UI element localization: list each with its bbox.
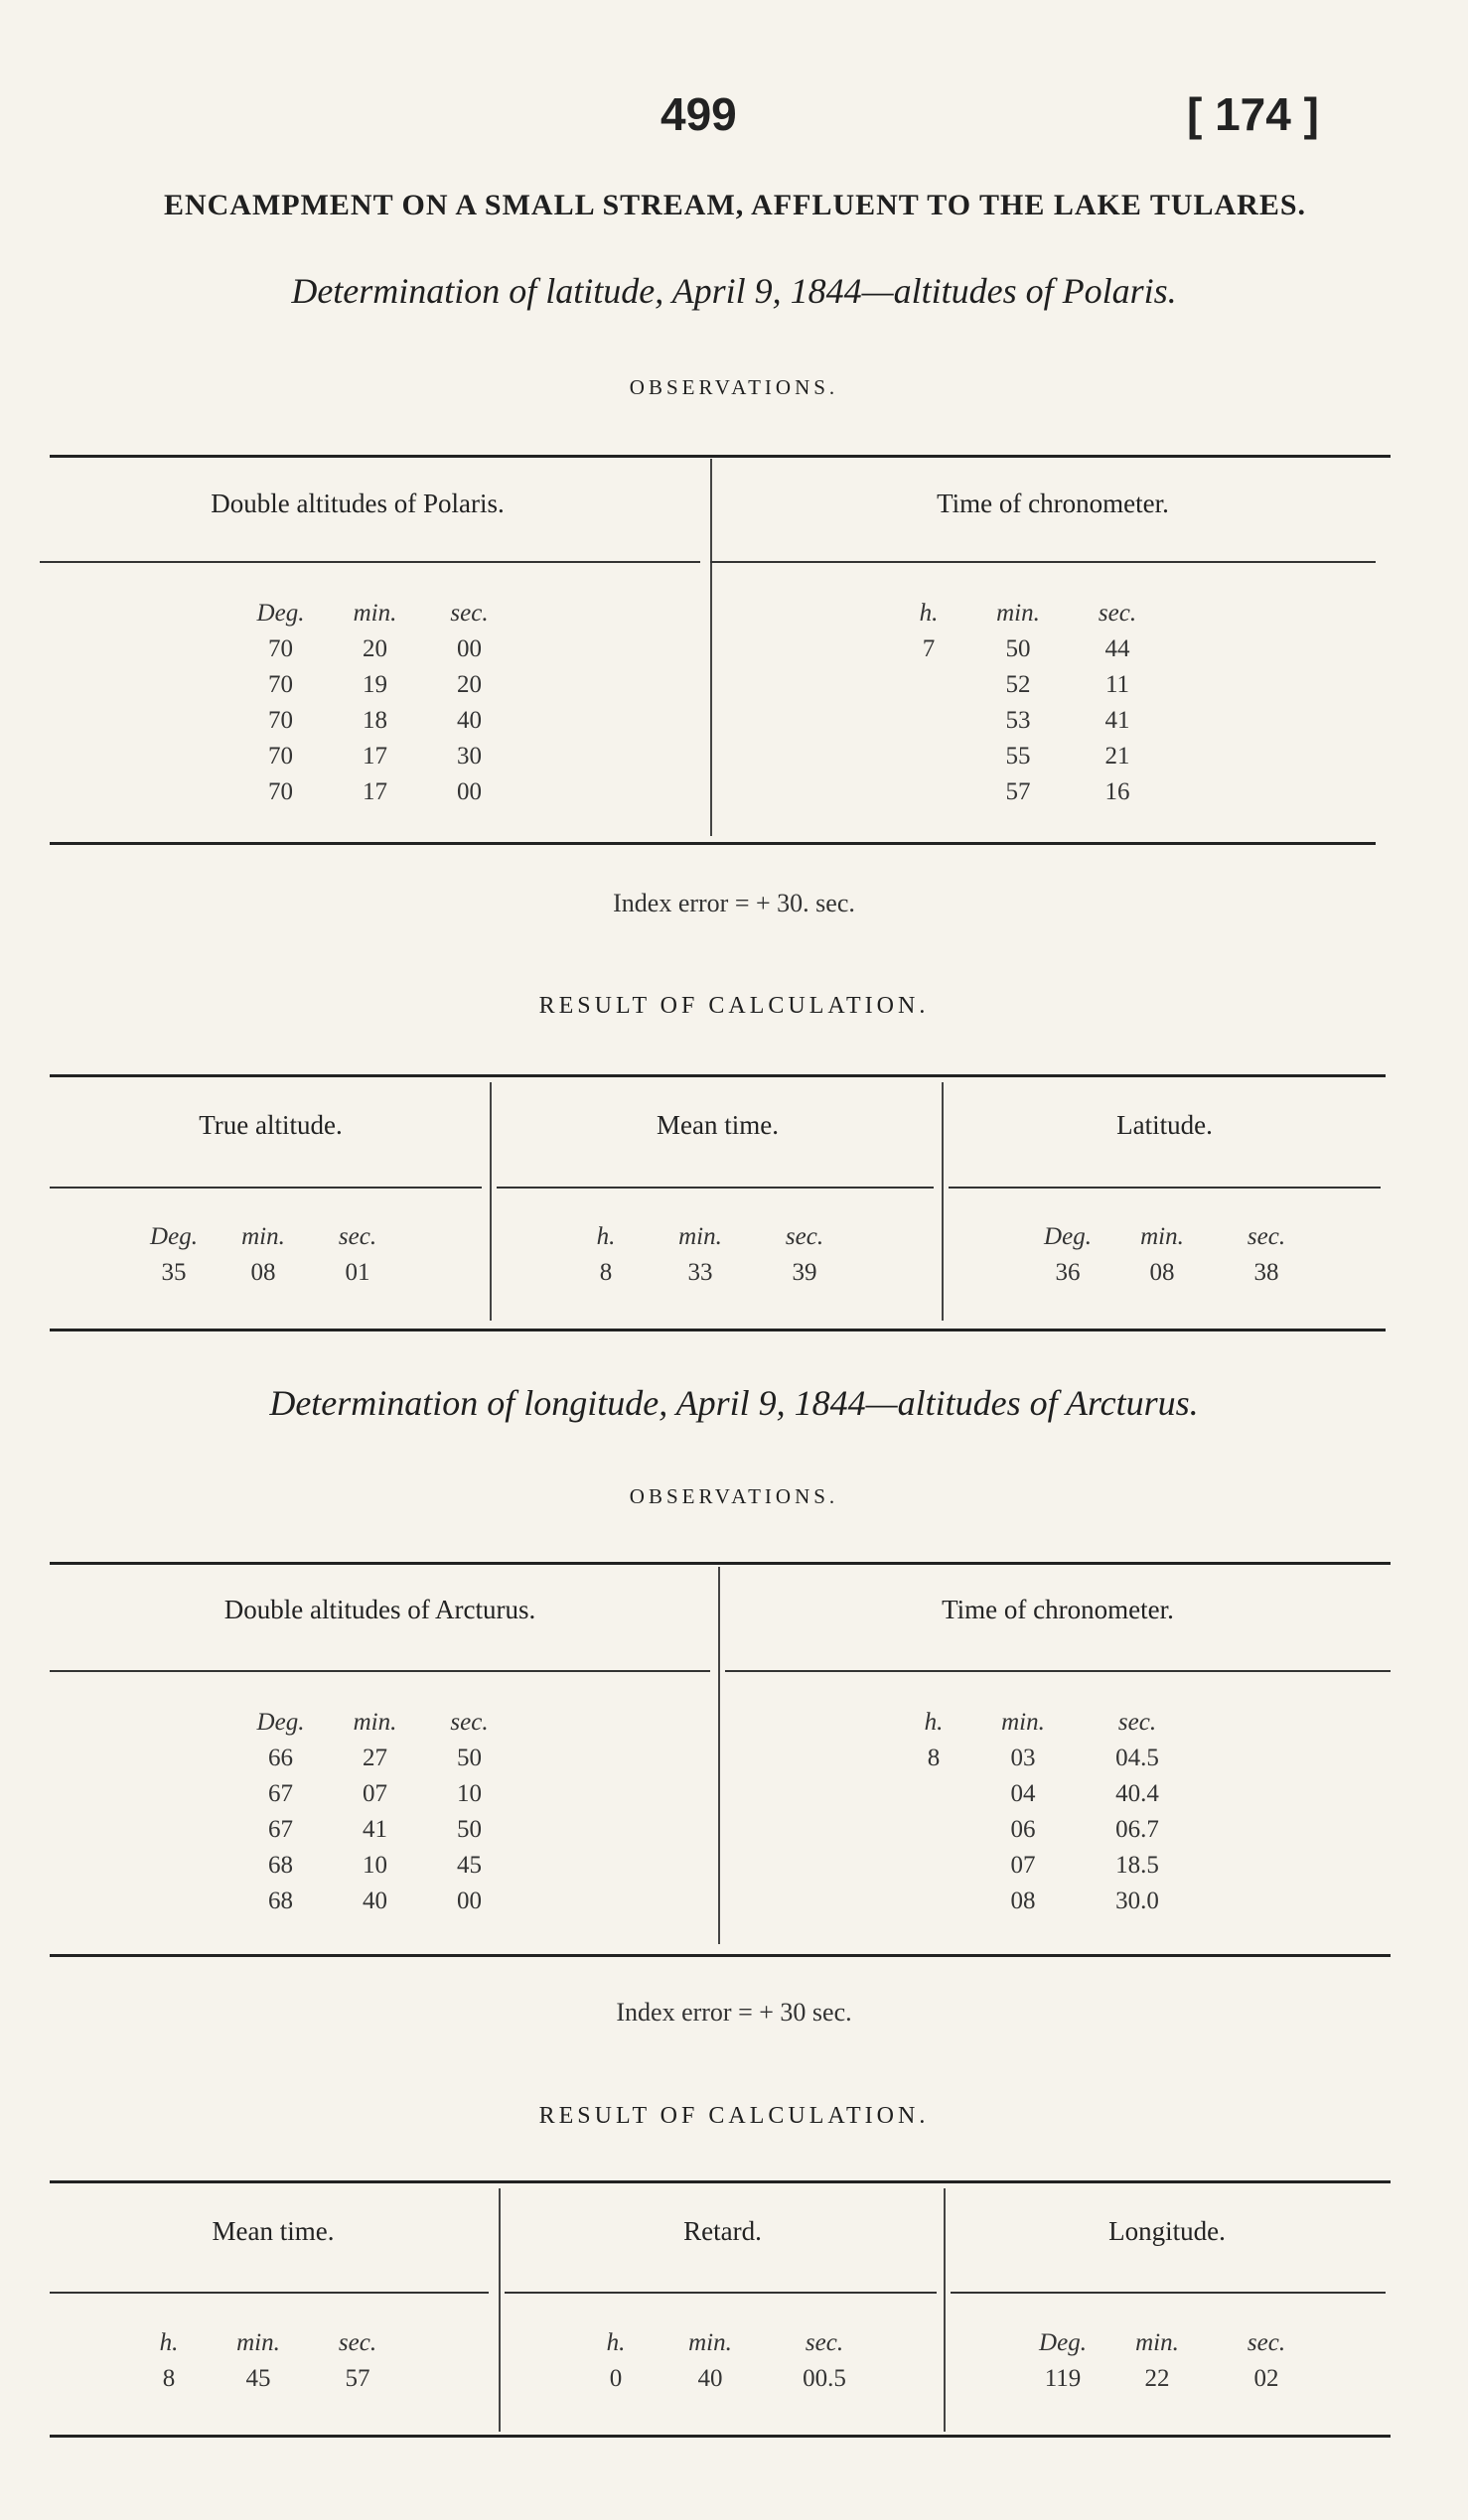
cell: 8	[599, 1259, 613, 1286]
cell: 41	[363, 1816, 387, 1843]
table-rule	[710, 561, 1376, 563]
column-header: True altitude.	[199, 1110, 343, 1140]
latitude-index-error: Index error = + 30. sec.	[613, 889, 855, 917]
table-rule	[50, 2292, 489, 2294]
table-rule	[50, 1670, 710, 1672]
cell: 40	[457, 707, 482, 734]
table-row	[233, 1741, 516, 1776]
cell: 33	[687, 1259, 713, 1286]
page-number-right: [ 174 ]	[1187, 88, 1319, 140]
unit-label: h.	[924, 1709, 944, 1736]
unit-label: sec.	[785, 1223, 824, 1250]
cell: 35	[161, 1259, 187, 1286]
cell: 41	[1104, 707, 1130, 734]
column-divider	[710, 459, 712, 836]
table-row	[889, 631, 1167, 667]
unit-label: Deg.	[1044, 1223, 1092, 1250]
table-rule	[40, 561, 700, 563]
unit-label: min.	[678, 1223, 722, 1250]
cell: 20	[363, 635, 387, 662]
table-row	[233, 1812, 516, 1848]
cell: 18.5	[1115, 1852, 1159, 1879]
table-rule	[725, 1670, 1391, 1672]
cell: 40.4	[1115, 1780, 1159, 1807]
unit-label: min.	[996, 600, 1040, 627]
cell: 08	[1010, 1888, 1036, 1914]
column-header: Mean time.	[212, 2216, 335, 2246]
cell: 02	[1253, 2365, 1279, 2392]
column-header: Double altitudes of Arcturus.	[223, 1595, 536, 1624]
chronometer-times-grid	[894, 1705, 1202, 1919]
cell: 06.7	[1115, 1816, 1159, 1843]
cell: 22	[1144, 2365, 1170, 2392]
unit-label: min.	[1001, 1709, 1045, 1736]
cell: 50	[457, 1816, 482, 1843]
cell: 39	[792, 1259, 817, 1286]
table-rule	[50, 2435, 1391, 2438]
cell: 19	[363, 671, 387, 698]
column-divider	[490, 1082, 492, 1321]
column-header: Time of chronometer.	[937, 489, 1169, 518]
table-rule	[949, 1187, 1381, 1189]
table-row	[129, 2361, 407, 2397]
latitude-caption: Determination of latitude, April 9, 1844—altitudes of Polaris.	[291, 271, 1177, 311]
unit-label: Deg.	[150, 1223, 198, 1250]
table-row	[233, 631, 516, 667]
cell: 30	[457, 743, 482, 770]
cell: 45	[245, 2365, 271, 2392]
table-row	[1028, 1255, 1316, 1291]
cell: 08	[1149, 1259, 1175, 1286]
table-rule	[497, 1187, 934, 1189]
table-row	[233, 1776, 516, 1812]
cell: 07	[363, 1780, 387, 1807]
table-row	[134, 1255, 402, 1291]
cell: 70	[268, 743, 293, 770]
table-rule	[50, 455, 1391, 458]
unit-label: sec.	[338, 1223, 377, 1250]
unit-label: min.	[236, 2329, 280, 2356]
cell: 27	[363, 1745, 387, 1771]
cell: 67	[268, 1816, 293, 1843]
latitude-result-label: RESULT OF CALCULATION.	[538, 993, 930, 1019]
cell: 70	[268, 778, 293, 805]
cell: 52	[1005, 671, 1031, 698]
cell: 01	[345, 1259, 370, 1286]
unit-label: min.	[241, 1223, 285, 1250]
cell: 04.5	[1115, 1745, 1159, 1771]
cell: 70	[268, 671, 293, 698]
unit-label: sec.	[450, 1709, 489, 1736]
chronometer-times-grid	[889, 596, 1167, 810]
cell: 67	[268, 1780, 293, 1807]
cell: 17	[363, 778, 387, 805]
units-row	[894, 1705, 1202, 1741]
unit-label: sec.	[1098, 600, 1137, 627]
unit-label: Deg.	[1039, 2329, 1087, 2356]
table-row	[894, 1741, 1202, 1776]
units-row	[576, 2325, 884, 2361]
cell: 30.0	[1115, 1888, 1159, 1914]
unit-label: min.	[353, 1709, 397, 1736]
cell: 40	[363, 1888, 387, 1914]
cell: 11	[1104, 671, 1130, 698]
column-divider	[944, 2188, 946, 2432]
cell: 40	[697, 2365, 723, 2392]
latitude-observations-label: OBSERVATIONS.	[629, 375, 839, 399]
table-row	[233, 739, 516, 774]
cell: 57	[345, 2365, 370, 2392]
column-header: Retard.	[683, 2216, 762, 2246]
unit-label: sec.	[1117, 1709, 1157, 1736]
units-row	[233, 596, 516, 631]
cell: 04	[1010, 1780, 1036, 1807]
longitude-caption: Determination of longitude, April 9, 1844—altitudes of Arcturus.	[269, 1383, 1199, 1423]
column-header: Mean time.	[657, 1110, 779, 1140]
double-altitudes-grid	[233, 596, 516, 810]
double-altitudes-grid	[233, 1705, 516, 1919]
mean-time-grid	[129, 2325, 407, 2397]
column-header: Double altitudes of Polaris.	[211, 489, 505, 518]
unit-label: Deg.	[256, 600, 305, 627]
column-divider	[718, 1567, 720, 1944]
cell: 18	[363, 707, 387, 734]
unit-label: sec.	[805, 2329, 844, 2356]
column-header: Time of chronometer.	[942, 1595, 1174, 1624]
cell: 0	[609, 2365, 623, 2392]
table-row	[889, 774, 1167, 810]
table-rule	[50, 1074, 1386, 1077]
cell: 45	[457, 1852, 482, 1879]
cell: 36	[1055, 1259, 1081, 1286]
cell: 00	[457, 1888, 482, 1914]
unit-label: min.	[688, 2329, 732, 2356]
cell: 70	[268, 635, 293, 662]
table-row	[889, 739, 1167, 774]
table-row	[889, 703, 1167, 739]
cell: 119	[1044, 2365, 1082, 2392]
longitude-result-label: RESULT OF CALCULATION.	[538, 2103, 930, 2129]
unit-label: h.	[596, 1223, 616, 1250]
table-row	[233, 1848, 516, 1884]
cell: 08	[250, 1259, 276, 1286]
cell: 20	[457, 671, 482, 698]
table-rule	[951, 2292, 1386, 2294]
cell: 55	[1005, 743, 1031, 770]
latitude-grid	[1028, 1219, 1316, 1291]
units-row	[129, 2325, 407, 2361]
cell: 57	[1005, 778, 1031, 805]
true-altitude-grid	[134, 1219, 402, 1291]
column-header: Longitude.	[1108, 2216, 1226, 2246]
cell: 53	[1005, 707, 1031, 734]
column-divider	[942, 1082, 944, 1321]
unit-label: h.	[606, 2329, 626, 2356]
table-row	[233, 667, 516, 703]
unit-label: min.	[1135, 2329, 1179, 2356]
unit-label: sec.	[1247, 2329, 1286, 2356]
longitude-observations-label: OBSERVATIONS.	[629, 1484, 839, 1508]
unit-label: h.	[159, 2329, 179, 2356]
cell: 10	[363, 1852, 387, 1879]
cell: 70	[268, 707, 293, 734]
page-heading: ENCAMPMENT ON A SMALL STREAM, AFFLUENT TO THE LAKE TULARES.	[163, 189, 1307, 221]
retard-grid	[576, 2325, 884, 2397]
unit-label: sec.	[1247, 1223, 1286, 1250]
cell: 68	[268, 1888, 293, 1914]
units-row	[1023, 2325, 1321, 2361]
cell: 50	[1005, 635, 1031, 662]
page-number-left: 499	[661, 88, 737, 140]
units-row	[566, 1219, 854, 1255]
table-rule	[50, 2180, 1391, 2183]
cell: 17	[363, 743, 387, 770]
table-row	[576, 2361, 884, 2397]
table-row	[233, 1884, 516, 1919]
unit-label: Deg.	[256, 1709, 305, 1736]
table-row	[889, 667, 1167, 703]
table-rule	[50, 1329, 1386, 1331]
cell: 7	[922, 635, 936, 662]
mean-time-grid	[566, 1219, 854, 1291]
cell: 68	[268, 1852, 293, 1879]
table-row	[894, 1884, 1202, 1919]
longitude-grid	[1023, 2325, 1321, 2397]
unit-label: min.	[1140, 1223, 1184, 1250]
column-divider	[499, 2188, 501, 2432]
table-row	[894, 1848, 1202, 1884]
cell: 50	[457, 1745, 482, 1771]
table-row	[233, 703, 516, 739]
cell: 06	[1010, 1816, 1036, 1843]
cell: 66	[268, 1745, 293, 1771]
units-row	[233, 1705, 516, 1741]
cell: 00	[457, 778, 482, 805]
table-rule	[50, 1187, 482, 1189]
unit-label: sec.	[450, 600, 489, 627]
table-rule	[505, 2292, 937, 2294]
cell: 07	[1010, 1852, 1036, 1879]
cell: 44	[1104, 635, 1130, 662]
table-row	[894, 1776, 1202, 1812]
table-row	[894, 1812, 1202, 1848]
cell: 21	[1104, 743, 1130, 770]
cell: 00	[457, 635, 482, 662]
table-rule	[50, 1954, 1391, 1957]
table-rule	[50, 842, 1376, 845]
units-row	[134, 1219, 402, 1255]
unit-label: min.	[353, 600, 397, 627]
cell: 00.5	[803, 2365, 846, 2392]
unit-label: h.	[919, 600, 939, 627]
units-row	[889, 596, 1167, 631]
unit-label: sec.	[338, 2329, 377, 2356]
longitude-index-error: Index error = + 30 sec.	[616, 1998, 852, 2027]
table-row	[566, 1255, 854, 1291]
column-header: Latitude.	[1116, 1110, 1213, 1140]
cell: 8	[927, 1745, 941, 1771]
cell: 03	[1010, 1745, 1036, 1771]
cell: 16	[1104, 778, 1130, 805]
cell: 10	[457, 1780, 482, 1807]
units-row	[1028, 1219, 1316, 1255]
cell: 38	[1253, 1259, 1279, 1286]
table-rule	[50, 1562, 1391, 1565]
table-row	[1023, 2361, 1321, 2397]
table-row	[233, 774, 516, 810]
cell: 8	[162, 2365, 176, 2392]
